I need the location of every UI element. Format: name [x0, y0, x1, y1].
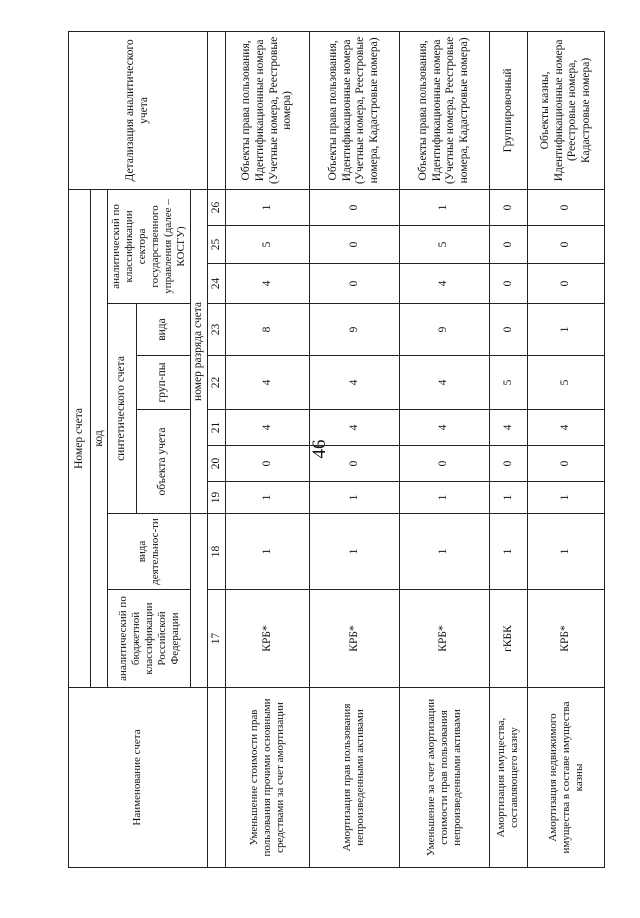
row-name: Амортизация прав пользования непроизведенными активами: [309, 688, 399, 868]
colnum: 19: [207, 482, 225, 514]
cell-c17: КРБ*: [226, 590, 310, 688]
cell-c19: 1: [528, 482, 605, 514]
cell-c23: 9: [309, 304, 399, 356]
table-row: [226, 31, 310, 867]
cell-c23: 9: [399, 304, 489, 356]
accounts-table: [68, 31, 605, 868]
cell-c22: 4: [226, 356, 310, 410]
cell-c20: 0: [226, 446, 310, 482]
header-synthetic: синтетического счета: [108, 304, 136, 514]
cell-c19: 1: [309, 482, 399, 514]
table-row: [309, 31, 399, 867]
header-name: Наименование счета: [69, 688, 208, 868]
colnum: 23: [207, 304, 225, 356]
row-detail: Объекты права пользования, Идентификационные номера (Учетные номера, Реестровые номера, Кадастровые номера): [399, 31, 489, 189]
row-detail: Объекты казны, Идентификационные номера (Реестровые номера, Кадастровые номера): [528, 31, 605, 189]
row-detail: Объекты права пользования, Идентификационные номера (Учетные номера, Реестровые номера): [226, 31, 310, 189]
cell-c21: 4: [399, 410, 489, 446]
header-account-object: объекта учета: [136, 410, 190, 514]
cell-c19: 1: [226, 482, 310, 514]
cell-c21: 4: [528, 410, 605, 446]
cell-c17: КРБ*: [309, 590, 399, 688]
cell-c20: 0: [489, 446, 528, 482]
cell-c25: 5: [399, 226, 489, 264]
cell-c24: 0: [309, 264, 399, 304]
colnum: 26: [207, 189, 225, 225]
cell-c23: 8: [226, 304, 310, 356]
row-detail: Объекты права пользования, Идентификационные номера (Учетные номера, Реестровые номера, Кадастровые номера): [309, 31, 399, 189]
cell-c24: 0: [489, 264, 528, 304]
header-kosgu: аналитический по классификации сектора государственного управления (далее – КОСГУ): [108, 189, 191, 303]
rotated-table-area: [68, 32, 605, 868]
cell-c22: 4: [309, 356, 399, 410]
cell-c22: 5: [528, 356, 605, 410]
row-name: Уменьшение стоимости прав пользования прочими основными средствами за счет амортизации: [226, 688, 310, 868]
cell-c25: 0: [528, 226, 605, 264]
row-name: Уменьшение за счет амортизации стоимости прав пользования непроизведенными активами: [399, 688, 489, 868]
cell-c25: 0: [309, 226, 399, 264]
table-row: [489, 31, 528, 867]
cell-c18: 1: [399, 514, 489, 590]
header-kind: вида: [136, 304, 190, 356]
colnum: 24: [207, 264, 225, 304]
cell-c17: КРБ*: [528, 590, 605, 688]
row-name: Амортизация недвижимого имущества в составе имущества казны: [528, 688, 605, 868]
cell-c21: 4: [309, 410, 399, 446]
header-analytic-bk: аналитический по бюджетной классификации Российской Федерации: [108, 590, 191, 688]
colnum: 17: [207, 590, 225, 688]
header-digit-number: номер разряда счета: [190, 189, 207, 513]
cell-c24: 4: [399, 264, 489, 304]
cell-c25: 5: [226, 226, 310, 264]
cell-c26: 1: [226, 189, 310, 225]
colnum: 20: [207, 446, 225, 482]
cell-c22: 5: [489, 356, 528, 410]
cell-c23: 0: [489, 304, 528, 356]
row-detail: Группировочный: [489, 31, 528, 189]
cell-c26: 0: [309, 189, 399, 225]
cell-c19: 1: [399, 482, 489, 514]
table-row: [528, 31, 605, 867]
cell-c26: 0: [489, 189, 528, 225]
table-wrapper: [68, 32, 605, 868]
header-code: код: [91, 189, 108, 687]
header-group: груп-пы: [136, 356, 190, 410]
cell-c20: 0: [399, 446, 489, 482]
colnum: 22: [207, 356, 225, 410]
cell-c20: 0: [309, 446, 399, 482]
page-number: 46: [309, 439, 330, 459]
cell-c22: 4: [399, 356, 489, 410]
cell-c18: 1: [489, 514, 528, 590]
header-account-number: Номер счета: [69, 189, 91, 687]
header-activity: вида деятельнос-ти: [108, 514, 191, 590]
cell-c24: 4: [226, 264, 310, 304]
cell-c21: 4: [226, 410, 310, 446]
cell-c19: 1: [489, 482, 528, 514]
cell-c18: 1: [528, 514, 605, 590]
cell-c25: 0: [489, 226, 528, 264]
colnum: 25: [207, 226, 225, 264]
cell-c18: 1: [226, 514, 310, 590]
row-name: Амортизация имущества, составляющего казну: [489, 688, 528, 868]
table-row: [399, 31, 489, 867]
colnum: 21: [207, 410, 225, 446]
cell-c26: 1: [399, 189, 489, 225]
cell-c24: 0: [528, 264, 605, 304]
header-blank: [190, 514, 207, 688]
cell-c17: КРБ*: [399, 590, 489, 688]
cell-c21: 4: [489, 410, 528, 446]
colnum: 18: [207, 514, 225, 590]
colnum-blank: [207, 688, 225, 868]
cell-c20: 0: [528, 446, 605, 482]
header-detail: Детализация аналитического учета: [69, 31, 208, 189]
cell-c17: гКБК: [489, 590, 528, 688]
cell-c26: 0: [528, 189, 605, 225]
cell-c23: 1: [528, 304, 605, 356]
colnum-blank: [207, 31, 225, 189]
cell-c18: 1: [309, 514, 399, 590]
